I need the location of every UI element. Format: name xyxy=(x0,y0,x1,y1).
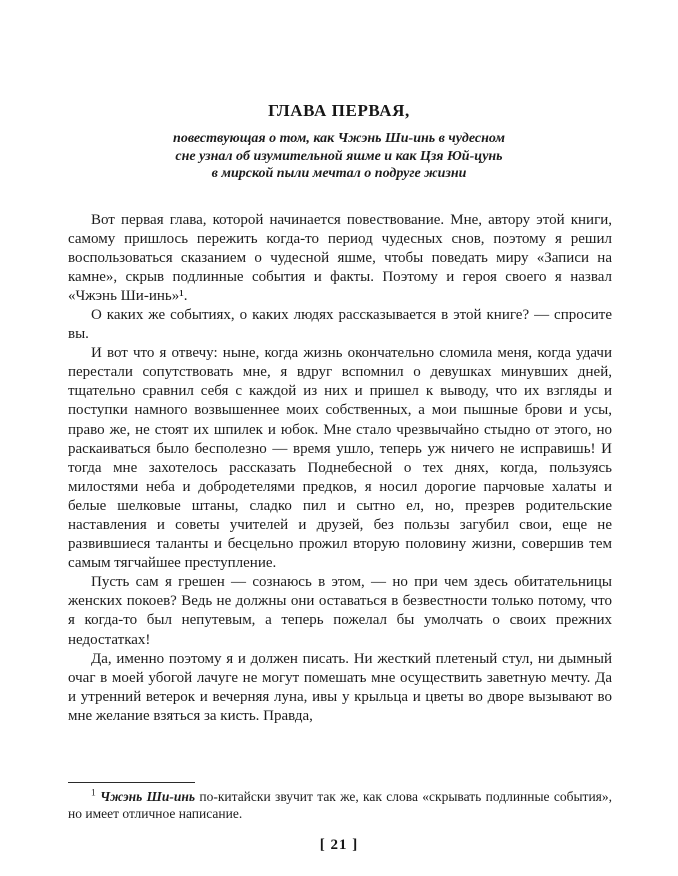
paragraph: Да, именно поэтому я и должен писать. Ни жесткий плетеный стул, ни дымный очаг в моей убогой лачуге не могут помешать мне осуществить заветную мечту. Да и утренний ветерок и вечерняя луна, ивы у крыльца и цветы во дворе вызывают во мне желание взяться за кисть. Правда, xyxy=(68,650,612,724)
subtitle-line: сне узнал об изумительной яшме и как Цзя Юй-цунь xyxy=(175,148,503,164)
subtitle-line: в мирской пыли мечтал о подруге жизни xyxy=(211,166,467,181)
footnote-divider xyxy=(68,782,195,783)
paragraph: Вот первая глава, которой начинается повествование. Мне, автору этой книги, самому пришлось пережить когда-то период чудесных снов, поэтому я решил воспользоваться сказанием о чудесной яшме, чтобы поведать миру «Записи на камне», скрыв подлинные события и факты. Поэтому и героя своего я назвал «Чжэнь Ши-инь»¹. xyxy=(68,211,612,304)
body-text xyxy=(68,211,612,727)
paragraph: Пусть сам я грешен — сознаюсь в этом, — но при чем здесь обитательницы женских покоев? Ведь не должны они оставаться в безвестности только потому, что я когда-то был непутевым, а теперь пожелал бы умолчать о своих прежних недостатках! xyxy=(68,574,612,648)
chapter-title: ГЛАВА ПЕРВАЯ, xyxy=(268,101,410,120)
footnote-term: Чжэнь Ши-инь xyxy=(100,789,196,804)
paragraph: О каких же событиях, о каких людях рассказывается в этой книге? — спросите вы. xyxy=(68,306,612,343)
chapter-subtitle xyxy=(0,130,678,183)
footnote-marker: 1 xyxy=(91,788,96,799)
footnote-body: по-китайски звучит так же, как слова «скрывать подлинные события», но имеет отличное написание. xyxy=(68,789,613,821)
subtitle-line: повествующая о том, как Чжэнь Ши-инь в чудесном xyxy=(173,131,505,146)
footnote-text xyxy=(68,788,612,822)
page-number: [ 21 ] xyxy=(319,837,359,853)
paragraph: И вот что я отвечу: ныне, когда жизнь окончательно сломила меня, когда удачи перестали сопутствовать мне, я вдруг вспомнил о девушках минувших дней, тщательно сравнил себя с каждой из них и пришел к выводу, что их взгляды и поступки намного возвышеннее моих собственных, а мои пышные брови и усы, право же, не стоят их шпилек и юбок. Мне стало чрезвычайно стыдно от этого, но раскаиваться было бесполезно — время ушло, теперь уж ничего не исправишь! И тогда мне захотелось рассказать Поднебесной о тех днях, когда, пользуясь милостями неба и добродетелями предков, я носил дорогие парчовые халаты и белые шелковые штаны, сладко пил и сытно ел, но, презрев родительские наставления и советы учителей и друзей, без пользы загубил свои, еще не развившиеся таланты и бесцельно прожил вторую половину жизни, совершив тем самым тягчайшее преступление. xyxy=(68,345,612,572)
footnote xyxy=(68,782,612,822)
